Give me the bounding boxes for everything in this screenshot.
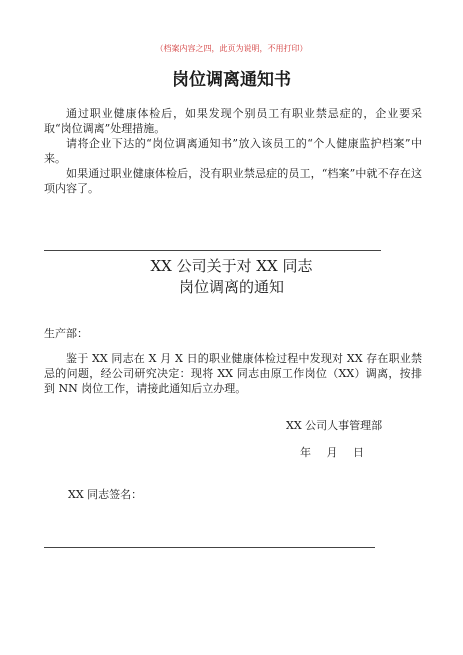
intro-paragraph: 如果通过职业健康体检后，没有职业禁忌症的员工，“档案”中就不存在这项内容了。 [44,167,422,195]
notice-date: 年 月 日 [300,446,364,459]
signature-line [44,547,375,548]
notice-title [0,256,463,298]
divider-line [44,250,381,251]
intro-paragraph: 请将企业下达的“岗位调离通知书”放入该员工的“个人健康监护档案”中来。 [44,137,422,165]
document-title: 岗位调离通知书 [172,70,291,90]
notice-sender: XX 公司人事管理部 [286,419,383,432]
notice-title-line: 岗位调离的通知 [178,278,284,296]
intro-section [44,106,422,196]
notice-addressee: 生产部： [44,327,88,340]
signature-label: XX 同志签名： [68,488,143,501]
print-note: （档案内容之四，此页为说明，不用打印） [155,44,308,53]
notice-title-line: XX 公司关于对 XX 同志 [150,257,313,275]
notice-body: 鉴于 XX 同志在 X 月 X 日的职业健康体检过程中发现对 XX 存在职业禁忌的问题，经公司研究决定：现将 XX 同志由原工作岗位（XX）调离，按排到 NN 岗位工作，请接此通知后立办理。 [44,352,422,395]
intro-paragraph: 通过职业健康体检后，如果发现个别员工有职业禁忌症的，企业要采取“岗位调离”处理措施。 [44,107,422,135]
